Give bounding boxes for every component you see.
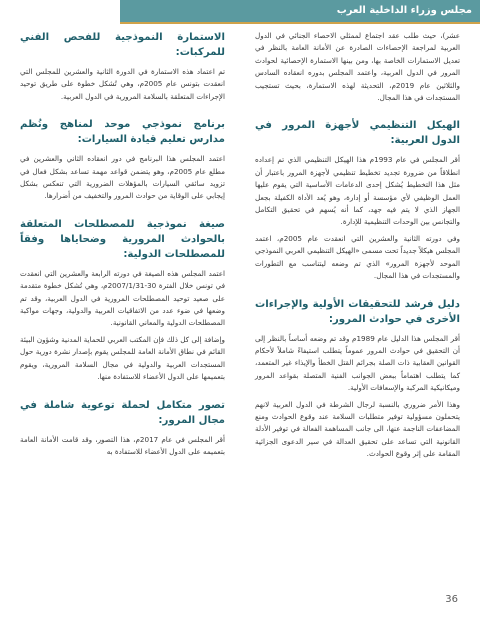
paragraph: أقر المجلس في عام 2017م، هذا التصور، وقد قامت الأمانة العامة بتعميمه على الدول الأعضاء للاستفادة به	[20, 434, 225, 456]
page-number: 36	[445, 594, 458, 605]
right-column	[255, 30, 460, 465]
section-heading-inspection-form: الاستمارة النموذجية للفحص الفني للمركبات:	[20, 32, 225, 58]
page-header: مجلس وزراء الداخلية العرب	[120, 0, 480, 22]
paragraph: أقر المجلس هذا الدليل عام 1989م وقد تم وضعه أساساً بالنظر إلى أن التحقيق في حوادث المرور عموماً يتطلب استيفاءً شاملاً لأحكام القوانين العقابية ذات الصلة بجرائم القتل الخطأ والإيذاء غير المتعمد، كما يتطلب اهتماماً ببعض الجوانب الفنية المتصلة بقواعد المرور وميكانيكية المركبة والإسعافات الأولية.	[255, 333, 460, 393]
paragraph: وفي دورته الثانية والعشرين التي انعقدت عام 2005م، اعتمد المجلس هيكلاً جديداً تحت مسمى «الهيكل التنظيمي العربي النموذجي الموحد لأجهزة المرور» الذي تم وضعه ليتناسب مع التطورات والمستجدات في هذا المجال.	[255, 233, 460, 281]
paragraph: وهذا الأمر ضروري بالنسبة لرجال الشرطة في الدول العربية لانهم يتحملون مسؤولية توفير متطلبات السلامة عند وقوع الحوادث ومنع المضاعفات الناجمة عنها، الى جانب المساهمة الفعالة في توفير الأدلة القانونية التي تساعد على تحقيق العدالة في سير الدعوى الجزائية المقامة على إثر وقوع الحوادث.	[255, 399, 460, 459]
intro-paragraph: عشر)، حيث طلب عقد اجتماع لممثلي الاحصاء الجنائي في الدول العربية لمراجعة الإحصاءات الصادرة عن الأمانة العامة بالنظر في تعديل الاستمارات الخاصة بها، ومن بينها الاستمارة الإحصائية لحوادث المرور في الدول العربية، واعتمد المجلس بدوره انعقاده السادس والثلاثين عام 2019م، التحديثة لهذه الاستمارة، بحيث تستجيب المستجدات في هذا المجال.	[255, 31, 460, 103]
paragraph: تم اعتماد هذه الاستمارة في الدورة الثانية والعشرين للمجلس التي انعقدت بتونس عام 2005م، وهي تُشكل خطوة على طريق توحيد الإجراءات المتعلقة بالسلامة المرورية في الدول العربية.	[20, 67, 225, 101]
section-heading-driving-schools: برنامج نموذجي موحد لمناهج ونُظم مدارس تعليم قيادة السيارات:	[20, 119, 225, 146]
section-heading-terminology: صيغة نموذجية للمصطلحات المتعلقة بالحوادث المرورية وضحاياها وفقاً للمصطلحات الدولية:	[20, 218, 225, 260]
paragraph: أقر المجلس في عام 1993م هذا الهيكل التنظيمي الذي تم إعداده انطلاقاً من ضرورة تجديد تخطيط تنظيمي لأجهزة المرور باعتبار أن مثل هذا التخطيط يُشكل إحدى الدعامات الأساسية التي يقوم عليها العمل الوظيفي لأي مؤسسة أو إدارة، وهو يُعد الأداة الكفيلة بجعل الجهاز الذي لا يتم فيه جهد، كما أنه يُسهم في تحقيق التكامل والتجانس بين الوحدات التنظيمية للإدارة.	[255, 155, 460, 227]
section-heading-awareness-campaign: تصور متكامل لحملة توعوية شاملة في مجال المرور:	[20, 399, 225, 426]
left-column	[20, 30, 225, 462]
paragraph: اعتمد المجلس هذه الصيغة في دورته الرابعة والعشرين التي انعقدت في تونس خلال الفترة 30-2007/1/31م، وهي تُشكل خطوة متقدمة على صعيد توحيد المصطلحات المرورية في الدول العربية، وقد تم وضعها في ضوء عدد من الاتفاقيات العربية والدولية، وجهات مواكبة المصطلحات الدولية والمعاني القانونية.	[20, 268, 226, 328]
section-heading-org-structure: الهيكل التنظيمي لأجهزة المرور في الدول العربية:	[255, 120, 460, 147]
paragraph: وإضافة إلى كل ذلك فإن المكتب العربي للحماية المدنية وشؤون البيئة القائم في نطاق الأمانة العامة للمجلس يقوم بإصدار نشرة دورية حول المستجدات العربية والدولية في مجال السلامة المرورية، ويقوم بتعميمها على الدول الأعضاء للاستفادة منها.	[20, 334, 225, 382]
section-heading-investigation-guide: دليل فرشد للتحقيقات الأولية والإجراءات الأخرى في حوادث المرور:	[255, 298, 460, 325]
paragraph: اعتمد المجلس هذا البرنامج في دور انعقاده الثاني والعشرين في مطلع عام 2005م، وهو يتضمن قواعد مهمة تساعد بشكل فعال في تزويد سائقي السيارات بالمؤهلات الضرورية التي تنعكس بشكل إيجابي على الوقاية من حوادث المرور والتخفيف من أضرارها.	[20, 154, 225, 201]
